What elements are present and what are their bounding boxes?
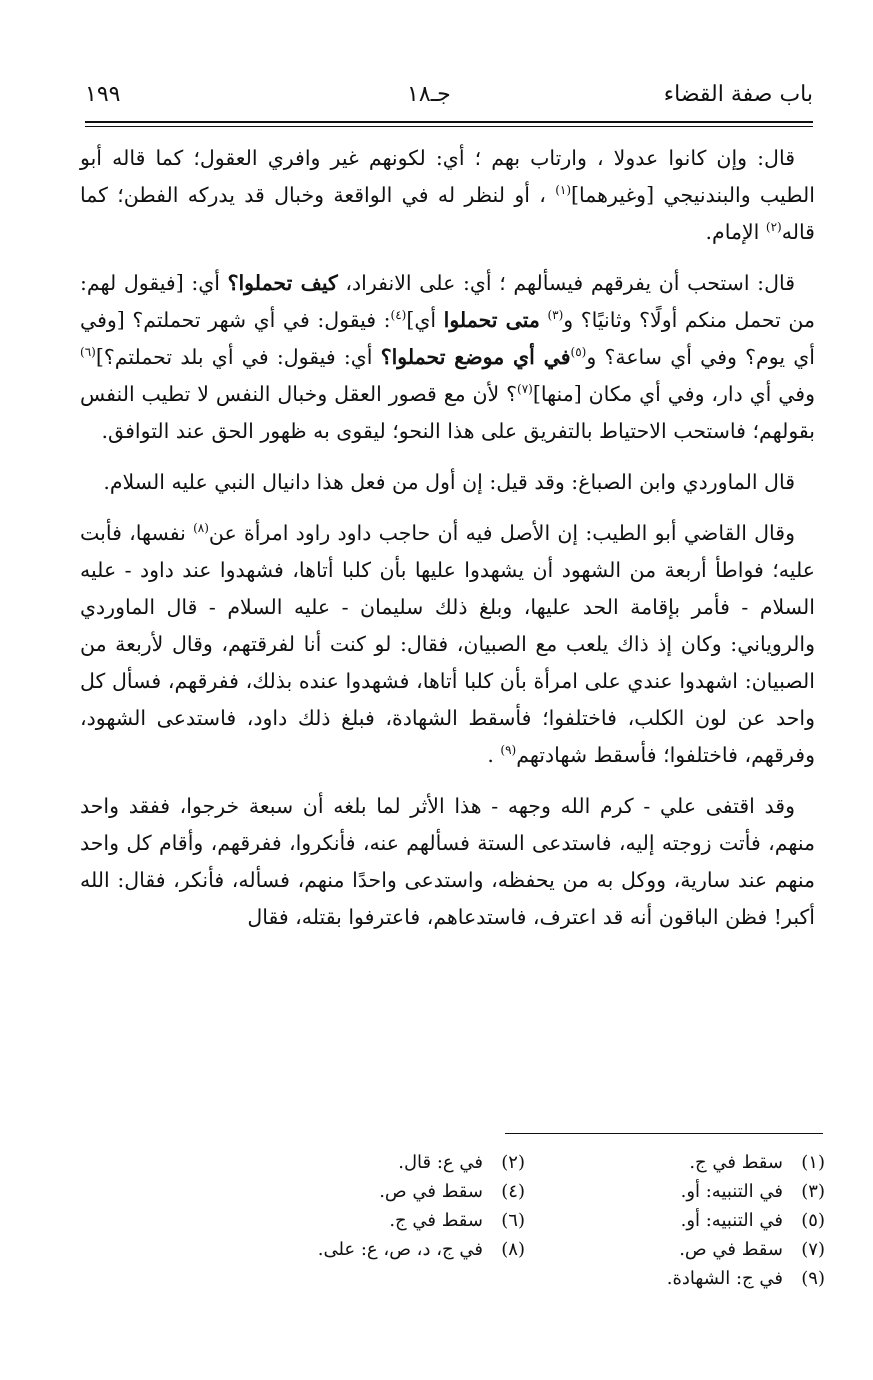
footnote-number: (٣) [801, 1181, 825, 1202]
text-run: نفسها، فأبت عليه؛ فواطأ أربعة من الشهود أن يشهدوا عليها بأن كلبا أتاها، فشهدوا عند داود - عليه السلام - فأمر بإقامة الحد عليها، وبلغ ذلك سليمان - عليه السلام - قال الماوردي والروياني: وكان إذ ذاك يلعب مع الصبيان، فقال: لو كنت أنا لفرقتهم، وقال لأربعة من الصبيان: اشهدوا عندي على امرأة بأن كلبا أتاها، فشهدوا عنده بذلك، ففرقهم، فسأل كل واحد عن لون الكلب، فاختلفوا؛ فأسقط الشهادة، فبلغ ذلك داود، فاستدعى الشهود، وفرقهم، فاختلفوا؛ فأسقط شهادتهم [80, 521, 815, 767]
volume-label: جـ١٨ [407, 82, 451, 107]
footnotes-left-column [225, 1148, 525, 1264]
footnote-number: (٢) [501, 1152, 525, 1173]
paragraph [80, 140, 815, 251]
footnote-text: سقط في ج. [389, 1210, 483, 1231]
text-run: قال: وإن كانوا عدولا ، وارتاب بهم ؛ أي: لكونهم غير وافري العقول؛ كما قاله أبو الطيب والبندنيجي [وغيرهما] [80, 146, 816, 207]
footnote-text: سقط في ص. [679, 1239, 783, 1260]
footnote [525, 1177, 825, 1206]
footnote-number: (٨) [501, 1239, 525, 1260]
footnote-marker: (١) [555, 183, 572, 198]
header-rule-thin [85, 126, 813, 127]
footnote-marker: (٣) [547, 308, 564, 323]
footnote-text: في ج، د، ص، ع: على. [317, 1239, 483, 1260]
chapter-title: باب صفة القضاء [663, 82, 813, 107]
footnote-text: في ج: الشهادة. [666, 1268, 783, 1289]
footnote-marker: (٩) [500, 743, 517, 758]
paragraph [80, 464, 815, 501]
body-text [80, 140, 815, 950]
header-rule-thick [85, 121, 813, 123]
footnote-text: سقط في ج. [689, 1152, 783, 1173]
footnote [525, 1148, 825, 1177]
text-run: ، أو لنظر له في الواقعة وخبال قد يدركه الفطن؛ كما قاله [80, 183, 815, 244]
bold-phrase: متى تحملوا [443, 308, 540, 332]
footnote [225, 1206, 525, 1235]
footnote-number: (٤) [501, 1181, 525, 1202]
paragraph [80, 515, 815, 774]
footnote-text: سقط في ص. [379, 1181, 483, 1202]
footnote [525, 1235, 825, 1264]
footnote-number: (٧) [801, 1239, 825, 1260]
footnote-marker: (٦) [80, 345, 96, 360]
text-run: قال الماوردي وابن الصباغ: وقد قيل: إن أول من فعل هذا دانيال النبي عليه السلام. [103, 470, 795, 494]
footnote-text: في التنبيه: أو. [680, 1181, 783, 1202]
paragraph [80, 788, 815, 936]
text-run: أي: [فيقول لهم: من تحمل منكم أولًا؟ وثانيًا؟ و [80, 271, 815, 332]
footnotes-right-column [525, 1148, 825, 1293]
footnote [525, 1264, 825, 1293]
footnote [225, 1148, 525, 1177]
page-number: ١٩٩ [85, 82, 121, 107]
footnote-number: (٥) [801, 1210, 825, 1231]
text-run: . [487, 743, 501, 767]
footnote [225, 1235, 525, 1264]
footnote-text: في ع: قال. [398, 1152, 483, 1173]
page-header [85, 80, 813, 120]
footnote-number: (٩) [801, 1268, 825, 1289]
text-run: وقال القاضي أبو الطيب: إن الأصل فيه أن حاجب داود راود امرأة عن [208, 521, 795, 545]
footnote-marker: (٤) [390, 308, 407, 323]
footnote-marker: (٢) [765, 220, 782, 235]
text-run: قال: استحب أن يفرقهم فيسألهم ؛ أي: على الانفراد، [337, 271, 796, 295]
footnote [525, 1206, 825, 1235]
footnote [225, 1177, 525, 1206]
text-run: وفي أي دار، وفي أي مكان [منها] [532, 382, 816, 406]
text-run: أي: فيقول: في أي بلد تحملتم؟] [95, 345, 381, 369]
footnote-text: في التنبيه: أو. [680, 1210, 783, 1231]
text-run: وقد اقتفى علي - كرم الله وجهه - هذا الأثر لما بلغه أن سبعة خرجوا، ففقد واحد منهم، فأتت زوجته إليه، فاستدعى الستة فسألهم عنه، فأنكروا، ففرقهم، وأقام كل واحد منهم عند سارية، ووكل به من يحفظه، واستدعى واحدًا منهم، فسأله، فأنكر، فقال: الله أكبر! فظن الباقون أنه قد اعترف، فاستدعاهم، فاعترفوا بقتله، فقال [80, 794, 815, 929]
bold-phrase: في أي موضع تحملوا؟ [380, 345, 571, 369]
bold-phrase: كيف تحملوا؟ [227, 271, 338, 295]
text-run: : فيقول: في أي شهر تحملتم؟ [وفي أي يوم؟ وفي أي ساعة؟ و [80, 308, 815, 369]
footnote-marker: (٨) [193, 521, 209, 536]
footnote-marker: (٥) [570, 345, 587, 360]
text-run: ؟ لأن مع قصور العقل وخبال النفس لا تطيب النفس بقولهم؛ فاستحب الاحتياط بالتفريق على هذا النحو؛ ليقوى به ظهور الحق عند التوافق. [80, 382, 815, 443]
text-run: الإمام. [705, 220, 766, 244]
footnote-separator [505, 1133, 823, 1134]
paragraph [80, 265, 815, 450]
footnote-number: (١) [801, 1152, 825, 1173]
footnote-number: (٦) [501, 1210, 525, 1231]
text-run: أي] [406, 308, 444, 332]
footnote-marker: (٧) [517, 382, 533, 397]
